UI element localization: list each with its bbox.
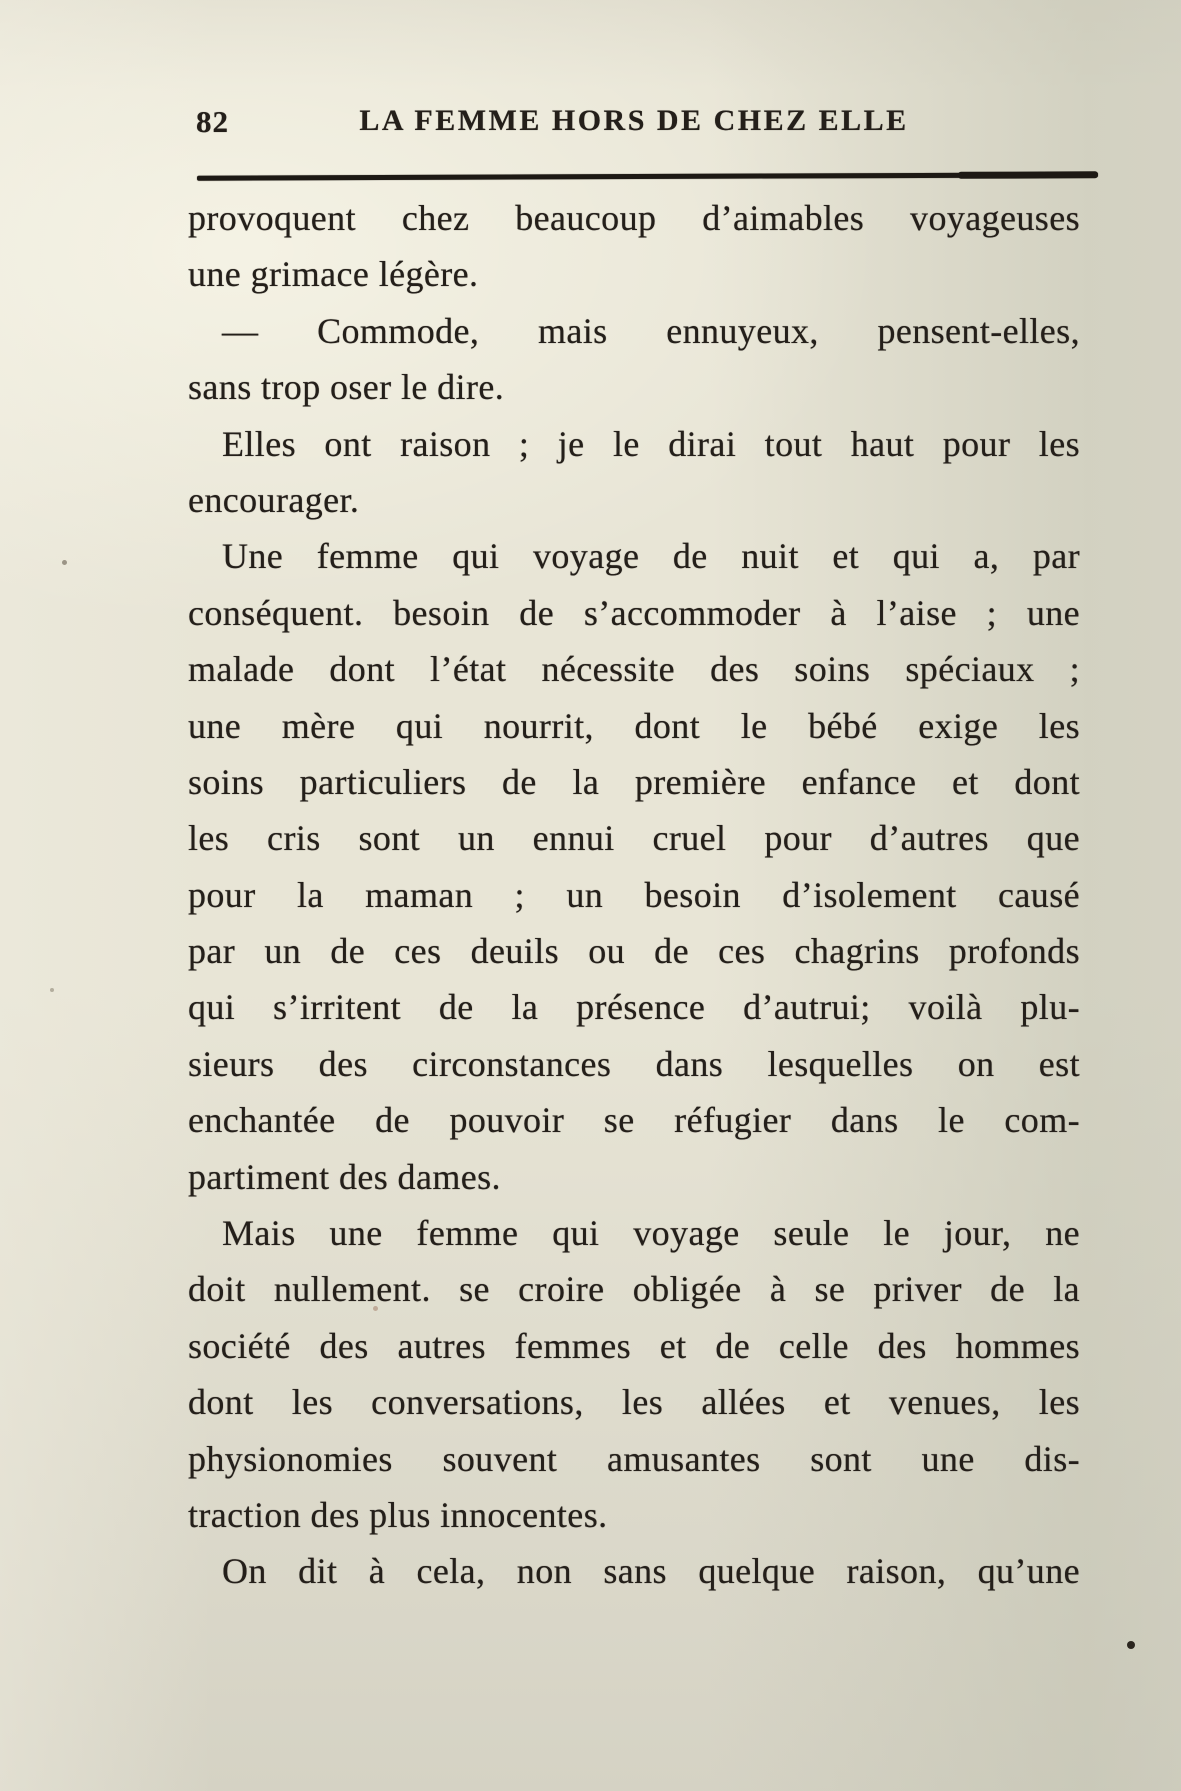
text-line: enchantée de pouvoir se réfugier dans le com- bbox=[188, 1100, 1080, 1141]
text-line: doit nullement. se croire obligée à se priver de la bbox=[188, 1269, 1080, 1310]
text-line: une grimace légère. bbox=[188, 254, 479, 295]
text-line: sieurs des circonstances dans lesquelles on est bbox=[188, 1043, 1080, 1084]
text-line: sans trop oser le dire. bbox=[188, 367, 505, 408]
text-line: malade dont l’état nécessite des soins spéciaux ; bbox=[188, 649, 1080, 690]
text-line: physionomies souvent amusantes sont une dis- bbox=[188, 1438, 1080, 1479]
text-line: partiment des dames. bbox=[188, 1156, 501, 1197]
text-line: par un de ces deuils ou de ces chagrins profonds bbox=[188, 931, 1080, 972]
text-line: les cris sont un ennui cruel pour d’autres que bbox=[188, 818, 1080, 859]
text-line: Mais une femme qui voyage seule le jour, ne bbox=[222, 1213, 1080, 1254]
text-line: qui s’irritent de la présence d’autrui; voilà plu- bbox=[188, 987, 1080, 1028]
text-line: Elles ont raison ; je le dirai tout haut pour les bbox=[222, 423, 1080, 464]
text-line: pour la maman ; un besoin d’isolement causé bbox=[188, 874, 1080, 915]
ink-speck bbox=[373, 1306, 378, 1311]
text-line: conséquent. besoin de s’accommoder à l’aise ; une bbox=[188, 592, 1080, 633]
text-line: Une femme qui voyage de nuit et qui a, par bbox=[222, 536, 1080, 577]
text-line: encourager. bbox=[188, 479, 360, 520]
page-number: 82 bbox=[196, 104, 229, 139]
body-text-block bbox=[188, 190, 1080, 1600]
ink-speck bbox=[1127, 1641, 1135, 1649]
header-rule bbox=[197, 172, 1098, 180]
text-line: — Commode, mais ennuyeux, pensent-elles, bbox=[222, 310, 1080, 351]
text-line: traction des plus innocentes. bbox=[188, 1494, 608, 1535]
text-line: dont les conversations, les allées et venues, les bbox=[188, 1382, 1080, 1423]
running-title: LA FEMME HORS DE CHEZ ELLE bbox=[359, 104, 909, 137]
ink-speck bbox=[50, 988, 54, 992]
text-line: On dit à cela, non sans quelque raison, qu’une bbox=[222, 1551, 1080, 1592]
ink-speck bbox=[62, 560, 67, 565]
text-line: provoquent chez beaucoup d’aimables voyageuses bbox=[188, 198, 1080, 238]
text-line: société des autres femmes et de celle des hommes bbox=[188, 1325, 1080, 1366]
text-line: une mère qui nourrit, dont le bébé exige les bbox=[188, 705, 1080, 746]
text-line: soins particuliers de la première enfance et dont bbox=[188, 761, 1080, 802]
